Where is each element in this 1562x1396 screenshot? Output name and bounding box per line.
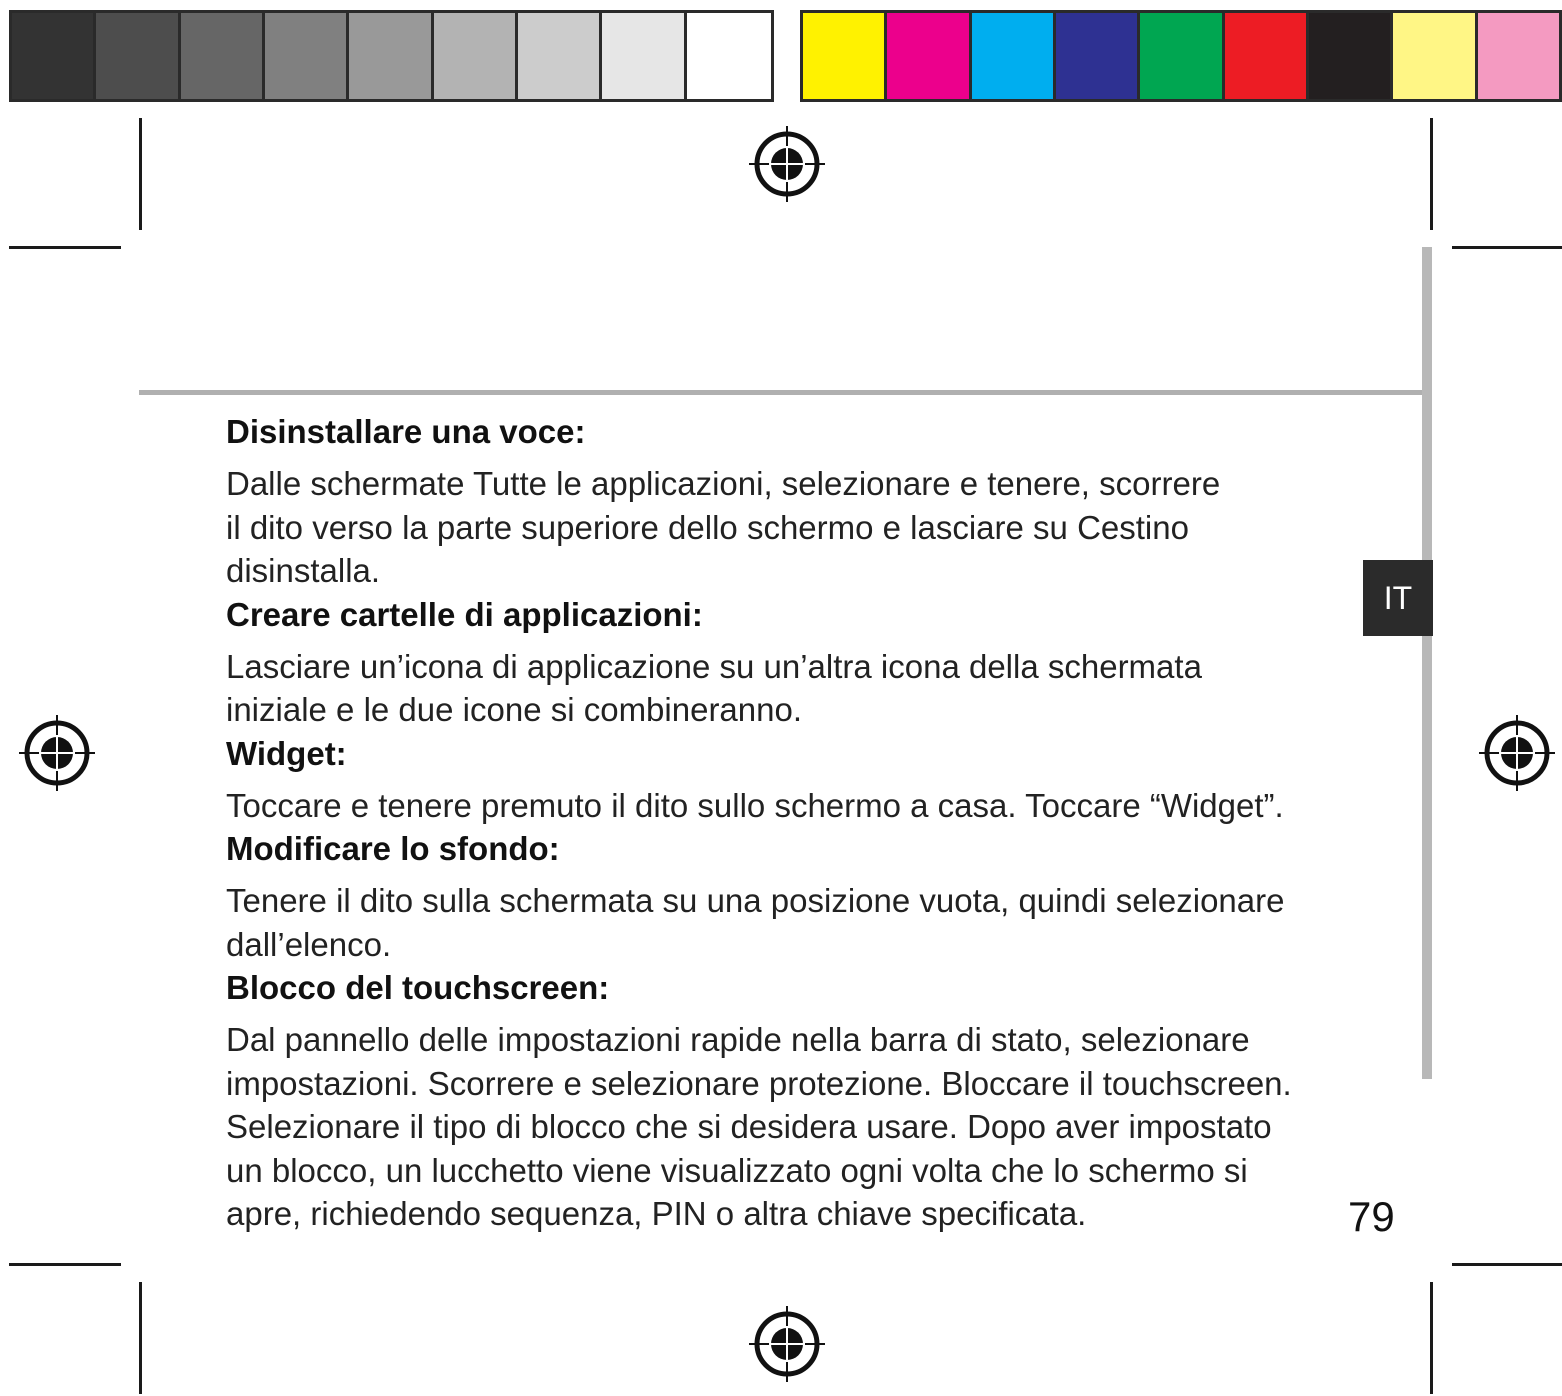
color-swatch xyxy=(349,13,433,99)
crop-mark-top-right-vertical xyxy=(1430,118,1433,230)
crop-mark-top-right-horizontal xyxy=(1452,246,1562,249)
color-swatch xyxy=(12,13,96,99)
body-line: Dalle schermate Tutte le applicazioni, selezionare e tenere, scorrere xyxy=(226,465,1221,502)
section-body xyxy=(226,1018,1346,1236)
color-swatch xyxy=(181,13,265,99)
body-line: dall’elenco. xyxy=(226,925,392,963)
color-swatch xyxy=(265,13,349,99)
color-calibration-strip xyxy=(800,10,1562,102)
side-divider xyxy=(1422,247,1432,1079)
crop-mark-bottom-right-vertical xyxy=(1430,1282,1433,1394)
color-swatch xyxy=(687,13,771,99)
section-heading: Disinstallare una voce: xyxy=(226,413,586,450)
section-widget xyxy=(226,732,1346,828)
color-swatch xyxy=(1393,13,1477,99)
crop-mark-bottom-left-vertical xyxy=(139,1282,142,1394)
crop-mark-top-left-vertical xyxy=(139,118,142,230)
body-line: Toccare e tenere premuto il dito sullo schermo a casa. Toccare “Widget”. xyxy=(226,786,1284,824)
color-swatch xyxy=(518,13,602,99)
body-line: iniziale e le due icone si combineranno. xyxy=(226,691,803,728)
color-swatch xyxy=(1140,13,1224,99)
body-line: Lasciare un’icona di applicazione su un’altra icona della schermata xyxy=(226,647,1202,685)
color-swatch xyxy=(602,13,686,99)
color-swatch xyxy=(1478,13,1562,99)
body-line: disinstalla. xyxy=(226,552,381,589)
body-line: un blocco, un lucchetto viene visualizzato ogni volta che lo schermo si xyxy=(226,1151,1248,1189)
registration-mark-icon xyxy=(749,1306,825,1382)
color-swatch xyxy=(1056,13,1140,99)
section-create-folders xyxy=(226,593,1346,732)
color-swatch xyxy=(96,13,180,99)
body-line: Selezionare il tipo di blocco che si desidera usare. Dopo aver impostato xyxy=(226,1108,1272,1145)
page-number: 79 xyxy=(1348,1193,1395,1240)
color-swatch xyxy=(1225,13,1309,99)
section-heading: Modificare lo sfondo: xyxy=(226,830,560,867)
section-touchscreen-lock xyxy=(226,966,1346,1236)
page-content xyxy=(226,410,1346,1236)
section-body xyxy=(226,784,1346,828)
color-swatch xyxy=(1309,13,1393,99)
section-body xyxy=(226,462,1346,593)
section-heading: Blocco del touchscreen: xyxy=(226,969,610,1006)
section-wallpaper xyxy=(226,827,1346,966)
color-swatch xyxy=(803,13,887,99)
registration-mark-icon xyxy=(19,715,95,791)
registration-mark-icon xyxy=(1479,715,1555,791)
color-swatch xyxy=(434,13,518,99)
section-heading: Widget: xyxy=(226,734,347,772)
body-line: il dito verso la parte superiore dello schermo e lasciare su Cestino xyxy=(226,508,1189,546)
color-swatch xyxy=(972,13,1056,99)
grayscale-calibration-strip xyxy=(9,10,774,102)
color-swatch xyxy=(887,13,971,99)
section-body xyxy=(226,645,1346,732)
top-divider xyxy=(139,390,1425,395)
body-line: apre, richiedendo sequenza, PIN o altra chiave specificata. xyxy=(226,1195,1087,1232)
body-line: Dal pannello delle impostazioni rapide nella barra di stato, selezionare xyxy=(226,1021,1250,1058)
registration-mark-icon xyxy=(749,126,825,202)
body-line: Tenere il dito sulla schermata su una posizione vuota, quindi selezionare xyxy=(226,882,1285,919)
language-tab: IT xyxy=(1363,560,1433,636)
crop-mark-bottom-left-horizontal xyxy=(9,1263,121,1266)
crop-mark-top-left-horizontal xyxy=(9,246,121,249)
crop-mark-bottom-right-horizontal xyxy=(1452,1263,1562,1266)
section-uninstall xyxy=(226,410,1346,593)
body-line: impostazioni. Scorrere e selezionare protezione. Bloccare il touchscreen. xyxy=(226,1064,1292,1102)
section-body xyxy=(226,879,1346,966)
section-heading: Creare cartelle di applicazioni: xyxy=(226,595,703,633)
